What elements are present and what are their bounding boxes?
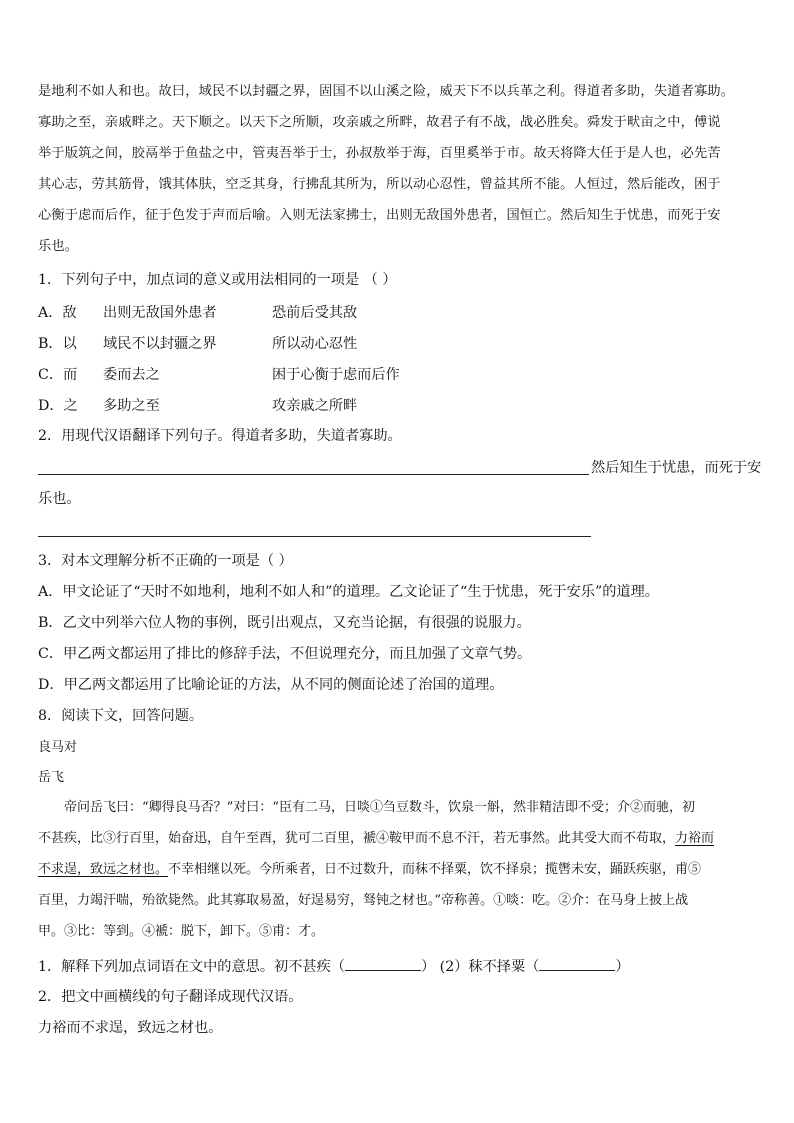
question-3-option-a: A．甲文论证了“天时不如地利，地利不如人和”的道理。乙文论证了“生于忧患，死于安乐”的道理。 bbox=[38, 584, 659, 600]
sub1-text-a: 1．解释下列加点词语在文中的意思。初不甚疾（ bbox=[38, 959, 345, 975]
question-1-stem: 1．下列句子中，加点词的意义或用法相同的一项是 （ ） bbox=[38, 272, 397, 288]
option-sentence-2: 攻亲戚之所畔 bbox=[272, 398, 358, 414]
article-title: 良马对 bbox=[38, 740, 78, 755]
option-sentence-2: 所以动心忍性 bbox=[272, 336, 358, 352]
question-8-sub2-sentence: 力裕而不求逞，致远之材也。 bbox=[38, 1020, 223, 1036]
article-notes: 甲。③比：等到。④褫：脱下，卸下。⑤甫：才。 bbox=[38, 924, 325, 939]
option-letter: C．而 bbox=[38, 367, 78, 383]
article-line bbox=[38, 854, 758, 885]
passage-line: 心衡于虑而后作，征于色发于声而后喻。入则无法家拂士，出则无敌国外患者，国恒亡。然后知生于忧患，而死于安 bbox=[38, 208, 721, 223]
underlined-sentence: 不求逞，致远之材也。 bbox=[38, 862, 169, 877]
option-sentence-1: 出则无敌国外患者 bbox=[103, 305, 217, 321]
question-2-stem: 2．用现代汉语翻译下列句子。得道者多助，失道者寡助。 bbox=[38, 428, 402, 444]
passage-text bbox=[38, 76, 758, 262]
passage-line: 举于版筑之间，胶鬲举于鱼盐之中，管夷吾举于士，孙叔敖举于海，百里奚举于市。故天将降大任于是人也，必先苦 bbox=[38, 146, 721, 161]
question-3-stem: 3．对本文理解分析不正确的一项是（ ） bbox=[38, 553, 293, 569]
article-line bbox=[38, 823, 758, 854]
question-3-option-b: B．乙文中列举六位人物的事例，既引出观点，又充当论据，有很强的说服力。 bbox=[38, 615, 531, 631]
option-sentence-2: 恐前后受其敌 bbox=[272, 305, 358, 321]
answer-line[interactable] bbox=[38, 474, 589, 475]
article-line: 百里，力竭汗喘，殆欲毙然。此其寡取易盈，好逞易穷，驽钝之材也。”帝称善。①啖：吃。②介：在马身上披上战 bbox=[38, 893, 689, 908]
question-2-tail-cont: 乐也。 bbox=[38, 491, 81, 507]
passage-line: 寡助之至，亲戚畔之。天下顺之。以天下之所顺，攻亲戚之所畔，故君子有不战，战必胜矣。舜发于畎亩之中，傅说 bbox=[38, 115, 721, 130]
sub1-text-b: ） (2）秣不择粟（ bbox=[420, 959, 540, 975]
question-8-sub2: 2．把文中画横线的句子翻译成现代汉语。 bbox=[38, 989, 303, 1005]
option-sentence-2: 困于心衡于虑而后作 bbox=[272, 367, 400, 383]
option-sentence-1: 域民不以封疆之界 bbox=[103, 336, 217, 352]
option-letter: A．敌 bbox=[38, 305, 77, 321]
sub1-text-c: ） bbox=[615, 959, 630, 975]
passage-line: 其心志，劳其筋骨，饿其体肤，空乏其身，行拂乱其所为，所以动心忍性，曾益其所不能。人恒过，然后能改，困于 bbox=[38, 177, 721, 192]
question-3-option-c: C．甲乙两文都运用了排比的修辞手法，不但说理充分，而且加强了文章气势。 bbox=[38, 646, 532, 662]
option-letter: B．以 bbox=[38, 336, 77, 352]
option-sentence-1: 多助之至 bbox=[103, 398, 160, 414]
article-line-text: 不甚疾，比③行百里，始奋迅，自午至酉，犹可二百里，褫④鞍甲而不息不汗，若无事然。此其受大而不苟取， bbox=[38, 831, 676, 846]
article-line-text: 不幸相继以死。今所乘者，日不过数升，而秣不择粟，饮不择泉；揽辔未安，踊跃疾驱，甫⑤ bbox=[168, 862, 702, 877]
answer-blank[interactable] bbox=[539, 956, 615, 971]
passage-line: 是地利不如人和也。故曰，域民不以封疆之界，固国不以山溪之险，威天下不以兵革之利。得道者多助，失道者寡助。 bbox=[38, 84, 735, 99]
option-sentence-1: 委而去之 bbox=[103, 367, 160, 383]
question-3-option-d: D．甲乙两文都运用了比喻论证的方法，从不同的侧面论述了治国的道理。 bbox=[38, 677, 504, 693]
answer-blank[interactable] bbox=[345, 956, 421, 971]
article-text bbox=[38, 792, 758, 947]
passage-line: 乐也。 bbox=[38, 239, 79, 254]
option-letter: D．之 bbox=[38, 398, 78, 414]
article-line: 帝问岳飞曰：“卿得良马否？”对曰：“臣有二马，日啖①刍豆数斗，饮泉一斛，然非精洁即不受；介②而驰，初 bbox=[64, 800, 695, 815]
question-8-stem: 8．阅读下文，回答问题。 bbox=[38, 708, 204, 724]
underlined-sentence: 力裕而 bbox=[675, 831, 715, 846]
question-8-sub1 bbox=[38, 956, 630, 977]
answer-line[interactable] bbox=[38, 536, 591, 537]
question-2-tail: 然后知生于忧患，而死于安 bbox=[591, 460, 762, 476]
article-author: 岳飞 bbox=[38, 770, 65, 785]
